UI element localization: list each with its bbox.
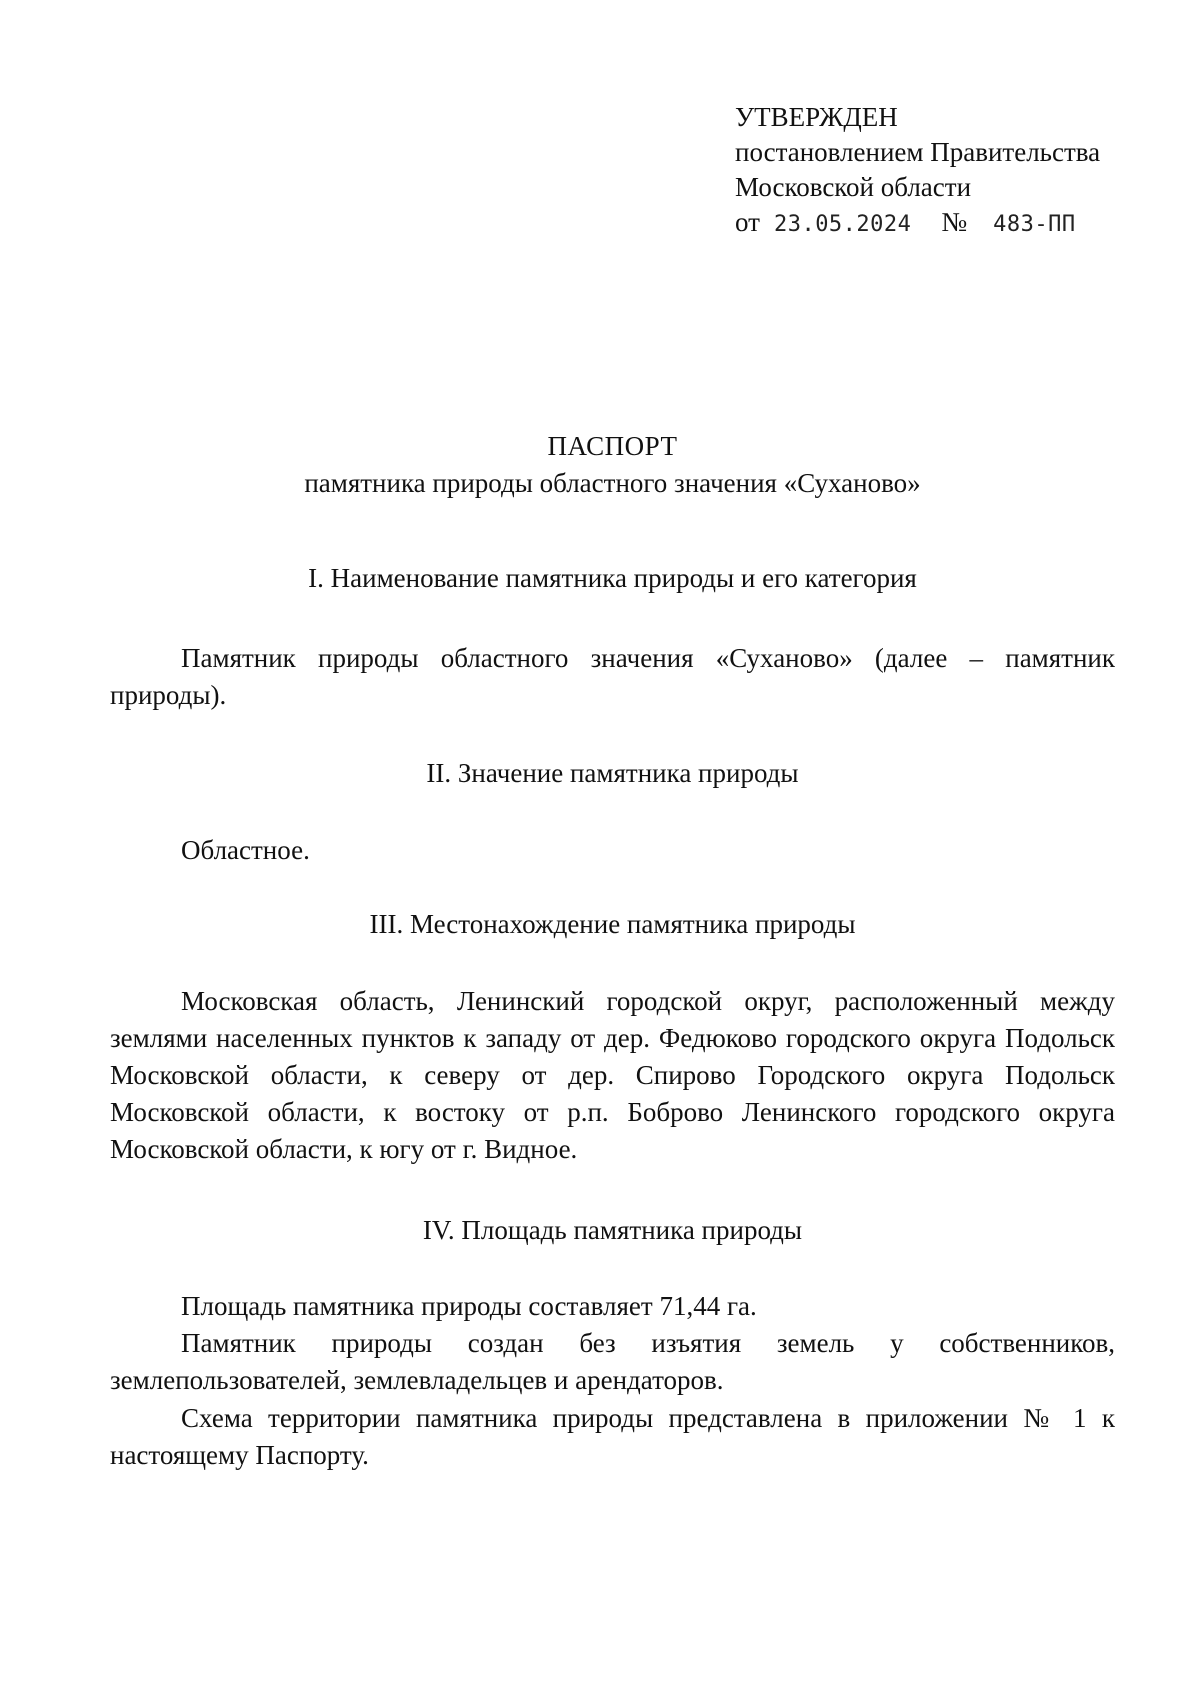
section-4-text-land: Памятник природы создан без изъятия земель у собственников, землепользователей, землевладельцев и арендаторов.: [110, 1328, 1115, 1395]
approval-date: 23.05.2024: [773, 212, 912, 237]
approval-authority: постановлением Правительства: [735, 137, 1101, 167]
approval-region: Московской области: [735, 172, 972, 202]
section-4-text-area: Площадь памятника природы составляет 71,44 га.: [181, 1291, 757, 1321]
section-4-heading: IV. Площадь памятника природы: [422, 1215, 803, 1245]
approval-title: УТВЕРЖДЕН: [735, 102, 898, 132]
approval-number: 483-ПП: [993, 212, 1076, 237]
document-title: ПАСПОРТ: [547, 431, 678, 461]
document-title-block: [110, 428, 1115, 502]
approval-date-line: [735, 205, 1100, 242]
section-3-text: Московская область, Ленинский городской округ, расположенный между землями населенных пунктов к западу от дер. Федюково городского округа Подольск Московской области, к северу от дер. Спирово Городского округа Подольск Московской области, к востоку от р.п. Боброво Ленинского городского округа Московской области, к югу от г. Видное.: [110, 986, 1115, 1164]
date-prefix: от: [735, 207, 760, 237]
section-3-heading: III. Местонахождение памятника природы: [369, 909, 856, 939]
section-2-heading: II. Значение памятника природы: [426, 758, 799, 788]
number-sign: №: [941, 207, 968, 237]
approval-stamp: [735, 100, 1100, 242]
section-4-text-scheme: Схема территории памятника природы представлена в приложении № 1 к настоящему Паспорту.: [110, 1403, 1115, 1470]
document-subtitle: памятника природы областного значения «Суханово»: [304, 468, 921, 498]
section-1-heading: I. Наименование памятника природы и его категория: [308, 563, 917, 593]
section-1-text: Памятник природы областного значения «Суханово» (далее – памятник природы).: [110, 643, 1115, 710]
section-2-text: Областное.: [181, 835, 310, 865]
